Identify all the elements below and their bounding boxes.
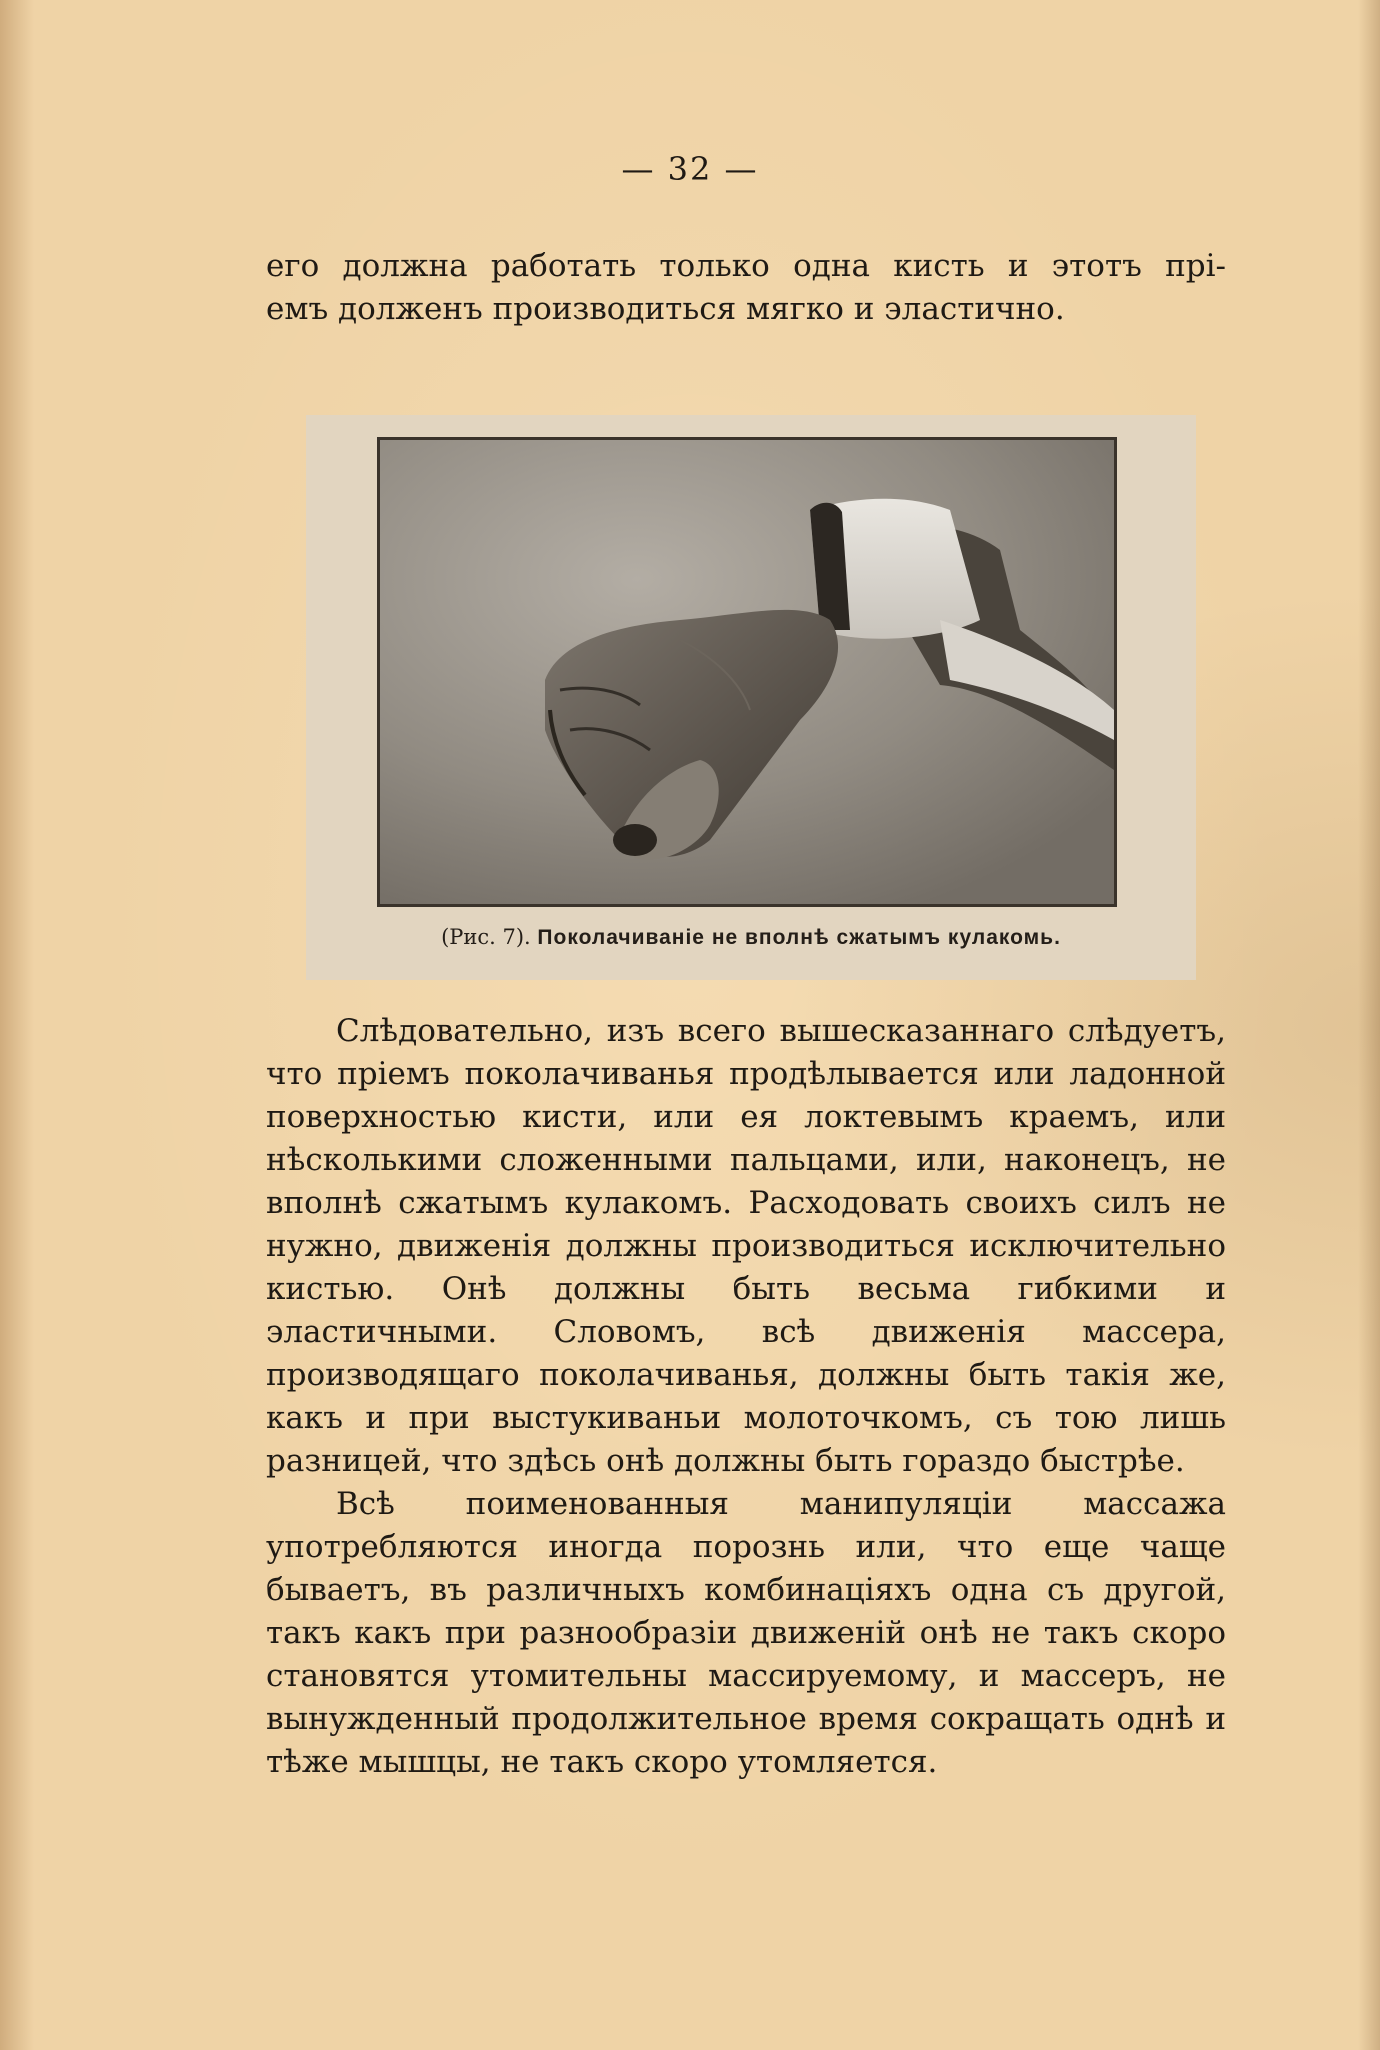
figure-caption-text: Поколачиваніе не вполнѣ сжатымъ кулакомь. (537, 926, 1061, 949)
paragraph-2: Всѣ поименованныя манипуляціи массажа употребляются иногда порознь или, что еще чаще бываетъ, въ различныхъ комбинаціяхъ одна съ другой, такъ какъ при разнообразіи движеній онѣ не такъ скоро становятся утомительны массируемому, и массеръ, не вынужденный продолжительное время сокращать однѣ и тѣже мышцы, не такъ скоро утомляется. (266, 1486, 1226, 1780)
paragraph-1: Слѣдовательно, изъ всего вышесказаннаго слѣдуетъ, что пріемъ поколачиванья продѣлывается или ладонной поверхностью кисти, или ея локтевымъ краемъ, или нѣсколькими сложенными пальцами, или, наконецъ, не вполнѣ сжатымъ кулакомъ. Расходовать своихъ силъ не нужно, движенія должны производиться исключительно кистью. Онѣ должны быть весьма гибкими и эластичными. Словомъ, всѣ движенія массера, производящаго поколачиванья, должны быть такія же, какъ и при выстукиваньи молоточкомъ, съ тою лишь разницей, что здѣсь онѣ должны быть гораздо быстрѣе. (266, 1013, 1226, 1479)
figure-7 (306, 415, 1196, 980)
figure-caption (306, 925, 1196, 950)
fist-photo (377, 437, 1117, 907)
figure-number: (Рис. 7). (441, 925, 531, 949)
body-text (266, 1010, 1226, 1784)
intro-text (266, 245, 1226, 331)
hand-illustration (380, 440, 1114, 904)
page-number: — 32 — (621, 150, 759, 188)
page-edge-shadow (1358, 0, 1380, 2050)
intro-line-1: его должна работать только одна кисть и этотъ прі- (266, 248, 1226, 284)
binding-shadow (0, 0, 34, 2050)
intro-line-2: емъ долженъ производиться мягко и эластично. (266, 291, 1065, 327)
